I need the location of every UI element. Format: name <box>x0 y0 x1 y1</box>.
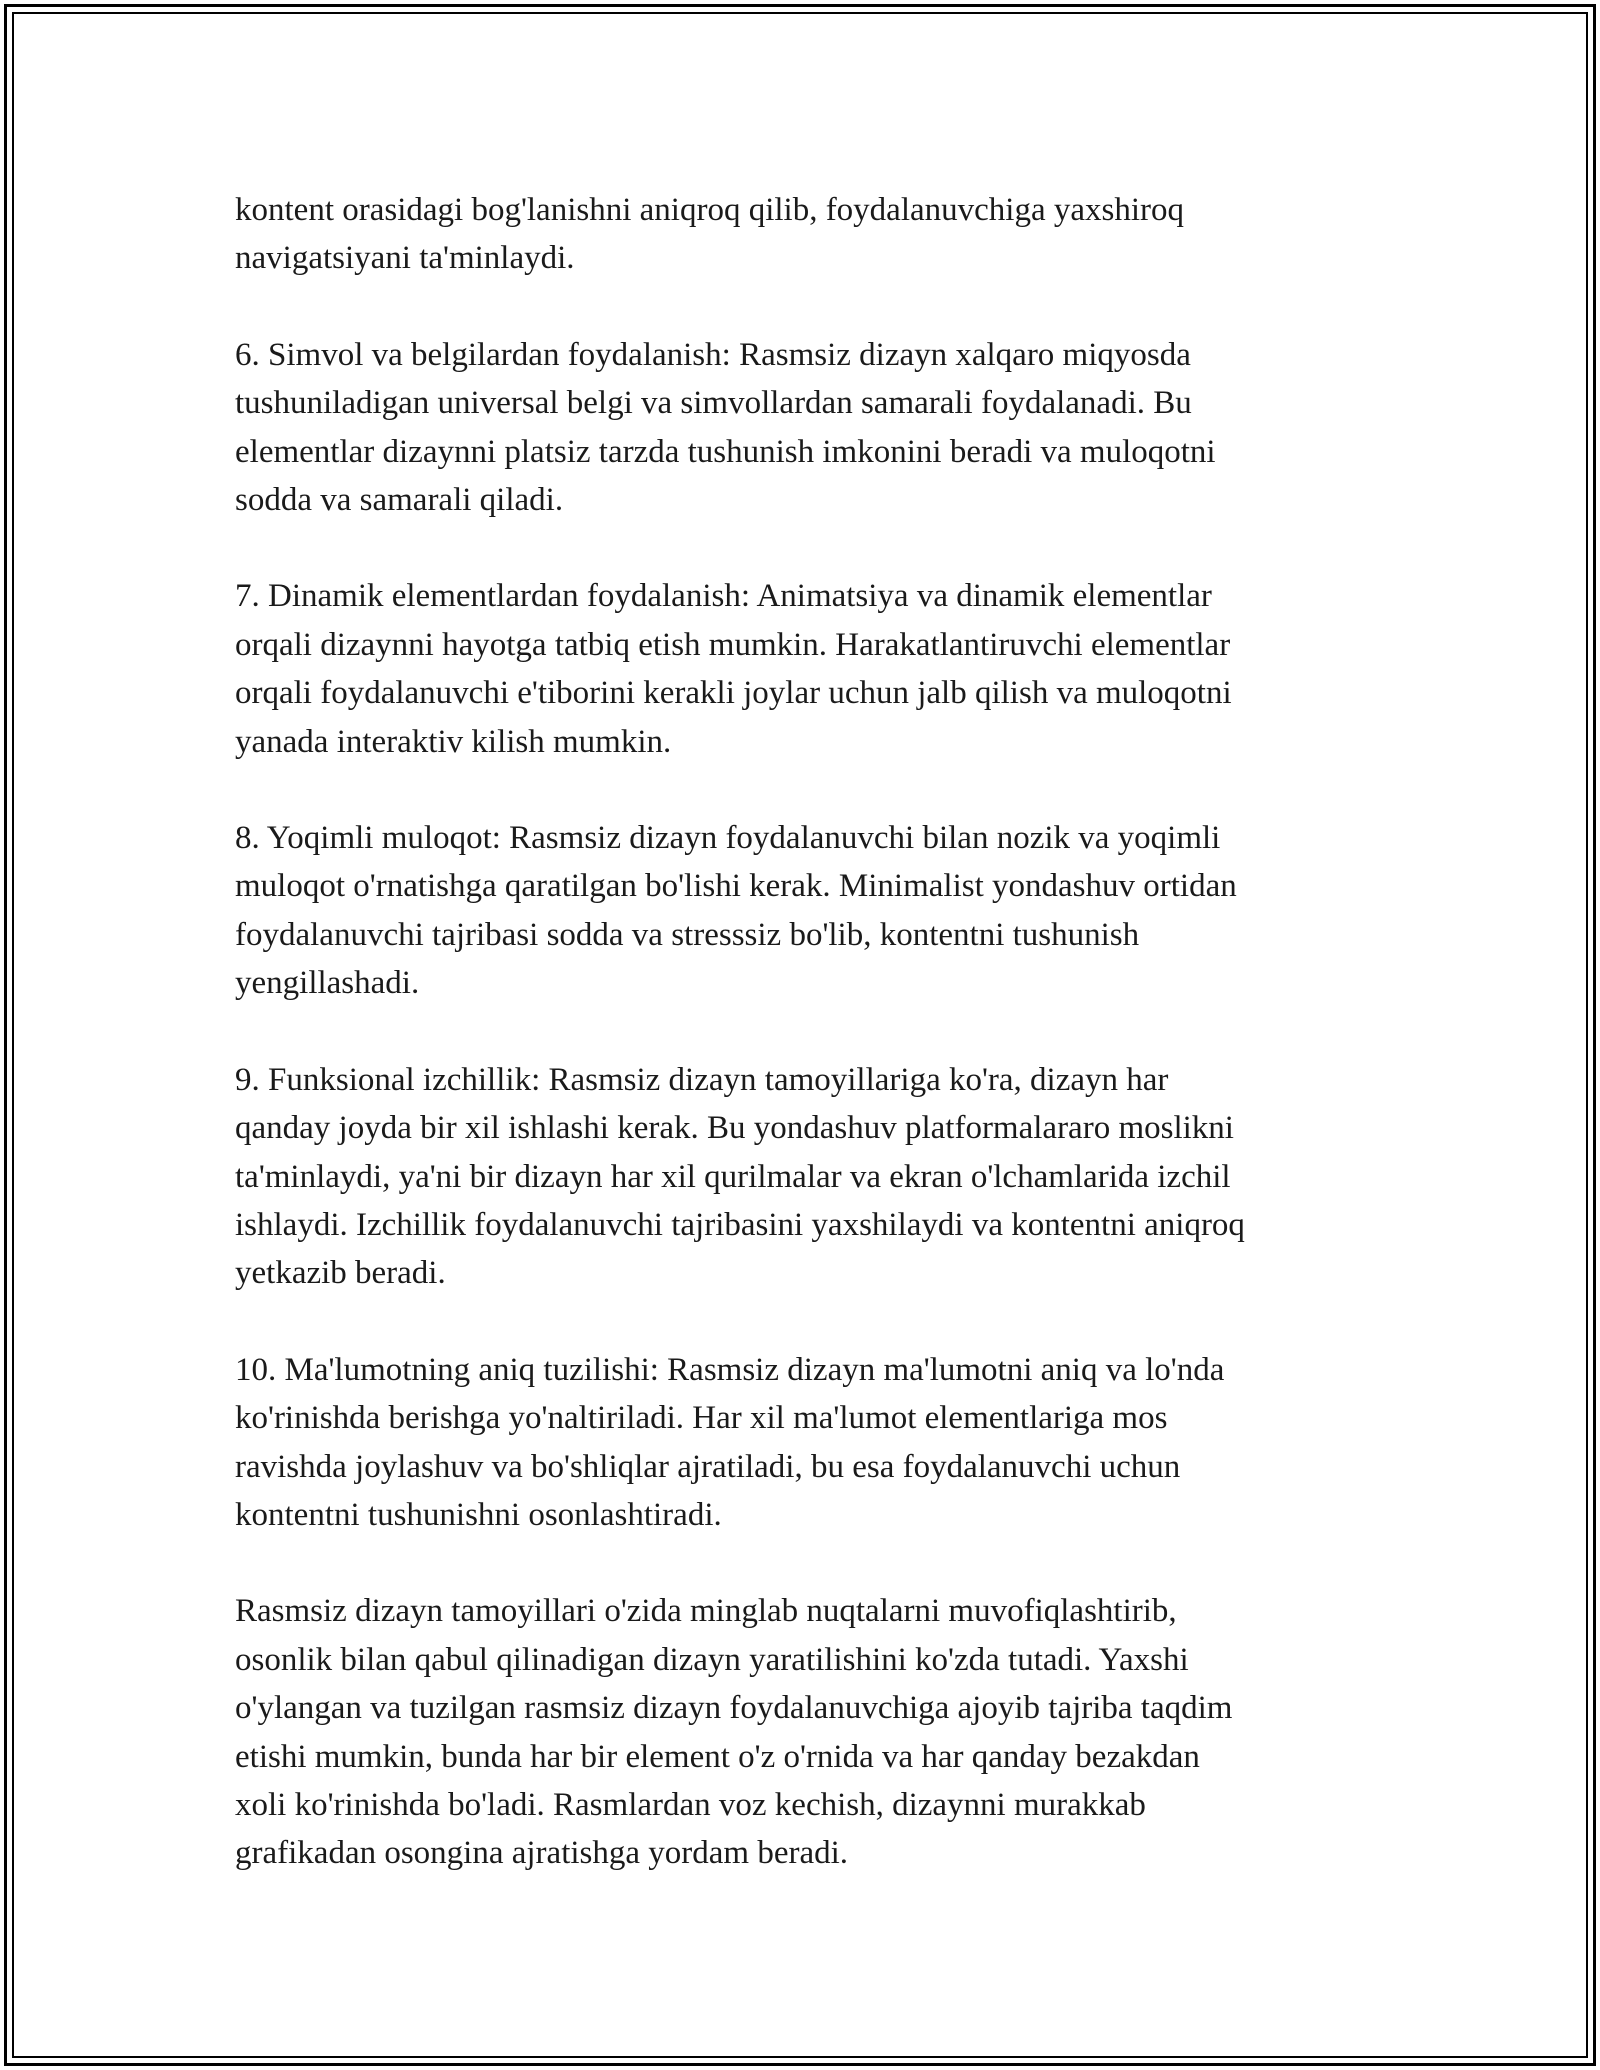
text-line: 6. Simvol va belgilardan foydalanish: Rasmsiz dizayn xalqaro miqyosda <box>235 336 1191 373</box>
document-body <box>235 186 1375 1878</box>
paragraph-conclusion <box>235 1587 1375 1877</box>
text-line: yetkazib beradi. <box>235 1255 446 1292</box>
paragraph-continuation <box>235 186 1375 283</box>
text-line: yengillashadi. <box>235 965 420 1002</box>
text-line: 10. Ma'lumotning aniq tuzilishi: Rasmsiz dizayn ma'lumotni aniq va lo'nda <box>235 1351 1225 1388</box>
paragraph-item-8 <box>235 814 1375 1008</box>
text-line: ta'minlaydi, ya'ni bir dizayn har xil qurilmalar va ekran o'lchamlarida izchil <box>235 1158 1231 1195</box>
text-line: 7. Dinamik elementlardan foydalanish: Animatsiya va dinamik elementlar <box>235 578 1212 615</box>
text-line: Rasmsiz dizayn tamoyillari o'zida minglab nuqtalarni muvofiqlashtirib, <box>235 1593 1177 1630</box>
text-line: kontentni tushunishni osonlashtiradi. <box>235 1496 722 1533</box>
text-line: xoli ko'rinishda bo'ladi. Rasmlardan voz kechish, dizaynni murakkab <box>235 1786 1146 1823</box>
text-line: 8. Yoqimli muloqot: Rasmsiz dizayn foydalanuvchi bilan nozik va yoqimli <box>235 820 1221 857</box>
paragraph-item-10 <box>235 1346 1375 1540</box>
text-line: sodda va samarali qiladi. <box>235 482 564 519</box>
text-line: muloqot o'rnatishga qaratilgan bo'lishi kerak. Minimalist yondashuv ortidan <box>235 868 1237 905</box>
text-line: etishi mumkin, bunda har bir element o'z o'rnida va har qanday bezakdan <box>235 1738 1200 1775</box>
text-line: navigatsiyani ta'minlaydi. <box>235 240 575 277</box>
paragraph-item-9 <box>235 1056 1375 1298</box>
paragraph-item-6 <box>235 331 1375 525</box>
text-line: orqali dizaynni hayotga tatbiq etish mumkin. Harakatlantiruvchi elementlar <box>235 626 1231 663</box>
text-line: 9. Funksional izchillik: Rasmsiz dizayn tamoyillariga ko'ra, dizayn har <box>235 1061 1169 1098</box>
text-line: o'ylangan va tuzilgan rasmsiz dizayn foydalanuvchiga ajoyib tajriba taqdim <box>235 1690 1233 1727</box>
text-line: ravishda joylashuv va bo'shliqlar ajratiladi, bu esa foydalanuvchi uchun <box>235 1448 1181 1485</box>
text-line: elementlar dizaynni platsiz tarzda tushunish imkonini beradi va muloqotni <box>235 433 1216 470</box>
text-line: qanday joyda bir xil ishlashi kerak. Bu yondashuv platformalararo moslikni <box>235 1110 1234 1147</box>
text-line: ishlaydi. Izchillik foydalanuvchi tajribasini yaxshilaydi va kontentni aniqroq <box>235 1206 1245 1243</box>
text-line: kontent orasidagi bog'lanishni aniqroq qilib, foydalanuvchiga yaxshiroq <box>235 192 1185 228</box>
text-line: orqali foydalanuvchi e'tiborini kerakli joylar uchun jalb qilish va muloqotni <box>235 675 1232 712</box>
text-line: yanada interaktiv kilish mumkin. <box>235 723 672 760</box>
paragraph-item-7 <box>235 572 1375 766</box>
text-line: foydalanuvchi tajribasi sodda va stresssiz bo'lib, kontentni tushunish <box>235 916 1140 953</box>
text-line: osonlik bilan qabul qilinadigan dizayn yaratilishini ko'zda tutadi. Yaxshi <box>235 1641 1189 1678</box>
text-line: grafikadan osongina ajratishga yordam beradi. <box>235 1835 849 1872</box>
text-line: ko'rinishda berishga yo'naltiriladi. Har xil ma'lumot elementlariga mos <box>235 1400 1168 1437</box>
text-line: tushuniladigan universal belgi va simvollardan samarali foydalanadi. Bu <box>235 385 1192 422</box>
